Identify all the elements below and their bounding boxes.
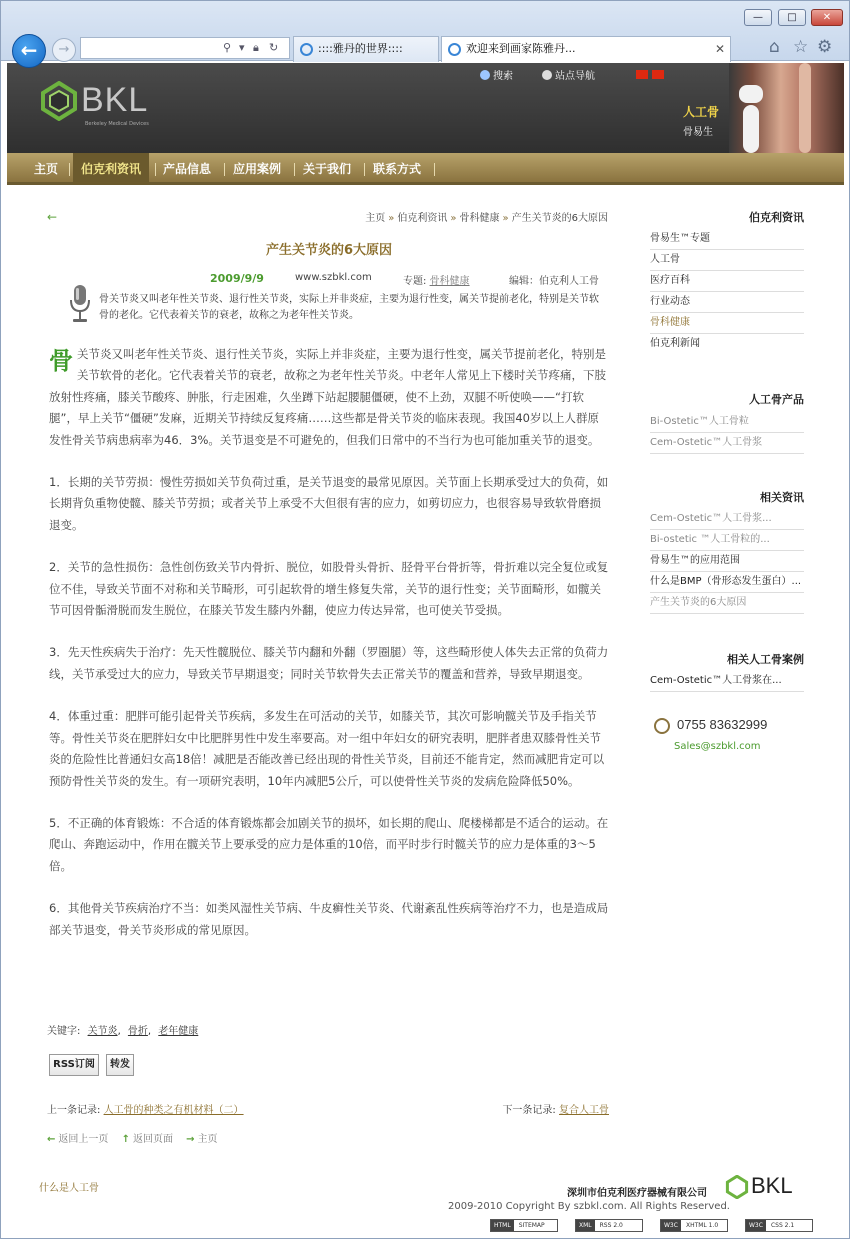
refresh-icon[interactable]: ↻ [269, 41, 279, 54]
footer-logo-mark-icon [725, 1175, 749, 1199]
next-record: 下一条记录: 复合人工骨 [502, 1105, 609, 1116]
microphone-icon [67, 284, 93, 324]
article-paragraph: 骨关节炎又叫老年性关节炎、退行性关节炎，实际上并非炎症，主要为退行性变，属关节提前老化，特别是关节软骨的老化。它代表着关节的衰老，故称之为老年性关节炎。中老年人常见上下楼时关节疼痛，下肢放射性疼痛，膝关节酸疼、肿胀，行走困难，久坐蹲下站起腰腿僵硬，使不上劲，双腿不听使唤——“打软腿”，早上关节“僵硬”发麻，近期关节持续反复疼痛……这些都是骨关节炎的临床表现。我国40岁以上人群原发性骨关节病患病率为46．3%。关节退变是不可避免的，但我们日常中的不当行为也可能加重关节的退变。 [49, 347, 606, 447]
main-nav [7, 153, 844, 185]
dropdown-icon[interactable]: ▾ [239, 41, 245, 54]
sidebar-news-list [650, 229, 804, 355]
previous-record: 上一条记录: 人工骨的种类之有机材料（二） [47, 1105, 244, 1116]
footer-copyright: 2009-2010 Copyright By szbkl.com. All Rights Reserved. [448, 1201, 730, 1212]
sidebar-item[interactable]: 产生关节炎的6大原因 [650, 593, 804, 614]
sitemap-badge[interactable]: HTML SITEMAP [490, 1219, 558, 1232]
sidebar-item[interactable]: 人工骨 [650, 250, 804, 271]
nav-about[interactable]: 关于我们 [303, 162, 352, 176]
sidebar-item[interactable]: Cem-Ostetic™人工骨浆 [650, 433, 804, 454]
bottom-nav-links [47, 1130, 228, 1145]
sidebar-item[interactable]: 行业动态 [650, 292, 804, 313]
logo-subtitle: Berkeley Medical Devices [85, 121, 149, 127]
hongkong-flag-icon[interactable] [652, 70, 664, 79]
keywords: 关键字: 关节炎, 骨折, 老年健康 [47, 1026, 199, 1037]
favorites-star-icon[interactable]: ☆ [793, 37, 809, 57]
sidebar-item[interactable]: Cem-Ostetic™人工骨浆在... [650, 671, 804, 692]
header-tag-artificial-bone: 人工骨 [683, 105, 720, 119]
sidebar-products-title: 人工骨产品 [749, 393, 804, 406]
article-summary: 骨关节炎又叫老年性关节炎、退行性关节炎，实际上并非炎症，主要为退行性变，属关节提前老化，特别是关节软骨的老化。它代表着关节的衰老，故称之为老年性关节炎。 [99, 294, 599, 321]
article-paragraph: 3．先天性疾病失于治疗：先天性髋脱位、膝关节内翻和外翻（罗圈腿）等，这些畸形使人体失去正常的负荷力线，关节承受过大的应力，导致关节早期退变；同时关节软骨失去正常关节的覆盖和营养，导致早期退变。 [49, 645, 609, 681]
china-flag-icon[interactable] [636, 70, 648, 79]
sidebar-item[interactable]: 什么是BMP（骨形态发生蛋白）... [650, 572, 804, 593]
article-topic: 专题: 骨科健康 [403, 276, 470, 287]
knee-joint-image [729, 63, 844, 153]
article-paragraph: 1．长期的关节劳损：慢性劳损如关节负荷过重，是关节退变的最常见原因。关节面上长期承受过大的负荷，如长期背负重物使髋、膝关节劳损；或者关节上承受不大但很有害的应力，如剪切应力，也很容易导致软骨磨损退变。 [49, 475, 609, 532]
article-area [37, 196, 621, 1156]
sidebar-related-list [650, 509, 804, 614]
sidebar-related-title: 相关资讯 [760, 491, 804, 504]
rss-badge[interactable]: XML RSS 2.0 [575, 1219, 643, 1232]
back-previous-link[interactable]: ← 返回上一页 [47, 1134, 109, 1145]
minimize-button[interactable]: — [744, 9, 772, 26]
nav-home[interactable]: 主页 [34, 162, 59, 176]
tab-label: ::::雅丹的世界:::: [318, 42, 403, 55]
sitemap-link[interactable]: 站点导航 [542, 67, 595, 82]
topic-link[interactable]: 骨科健康 [429, 276, 470, 287]
footer-company: 深圳市伯克利医疗器械有限公司 [567, 1188, 707, 1199]
previous-record-link[interactable]: 人工骨的种类之有机材料（二） [103, 1105, 244, 1116]
ie-icon [300, 43, 313, 56]
site-header [7, 63, 844, 153]
breadcrumb: 主页 » 伯克利资讯 » 骨科健康 » 产生关节炎的6大原因 [365, 213, 608, 224]
page-title: 产生关节炎的6大原因 [265, 243, 393, 258]
keyword-link[interactable]: 老年健康 [158, 1026, 199, 1037]
close-tab-icon[interactable]: ✕ [714, 42, 725, 56]
breadcrumb-news[interactable]: 伯克利资讯 [397, 213, 448, 224]
article-date: 2009/9/9 [210, 272, 264, 285]
article-editor: 编辑：伯克利人工骨 [509, 276, 599, 287]
drop-cap: 骨 [49, 347, 73, 375]
up-arrow-icon: ↑ [121, 1134, 130, 1145]
article-paragraph: 5．不正确的体育锻炼：不合适的体育锻炼都会加剧关节的损坏，如长期的爬山、爬楼梯都是不适合的运动。在爬山、奔跑运动中，作用在髋关节上要承受的应力是体重的10倍，而平时步行时髋关节的应力是体重的3～5倍。 [49, 815, 609, 873]
back-page-link[interactable]: ↑ 返回页面 [121, 1134, 173, 1145]
next-record-link[interactable]: 复合人工骨 [559, 1105, 609, 1116]
left-arrow-icon: ← [47, 1134, 56, 1145]
nav-news[interactable]: 伯克利资讯 [73, 153, 149, 185]
sidebar-item[interactable]: Bi-ostetic ™人工骨粒的... [650, 530, 804, 551]
xhtml-badge[interactable]: W3C XHTML 1.0 [660, 1219, 728, 1232]
breadcrumb-home[interactable]: 主页 [365, 213, 386, 224]
article-body [49, 344, 609, 962]
phone-icon [654, 718, 670, 734]
share-button[interactable]: 转发 [106, 1054, 134, 1076]
article-paragraph: 4．体重过重：肥胖可能引起骨关节疾病，多发生在可活动的关节，如膝关节，其次可影响髋关节及手指关节等。骨性关节炎在肥胖妇女中比肥胖男性中发生率要高。对一组中年妇女的研究表明，肥胖者患双膝骨性关节炎的危险性比普通妇女高18倍！减肥是否能改善已经出现的骨性关节炎，目前还不能肯定，然而减肥肯定可以预防骨性关节炎的发生。有一项研究表明，10年内减肥5公斤，可以使骨性关节炎的发病危险降低50%。 [49, 709, 605, 788]
contact-email[interactable]: Sales@szbkl.com [674, 741, 761, 752]
article-paragraph: 6．其他骨关节疾病治疗不当：如类风湿性关节病、牛皮癣性关节炎、代谢紊乱性疾病等治疗不力，也是造成局部关节退变，骨关节炎形成的常见原因。 [49, 901, 609, 937]
forward-arrow-icon[interactable]: → [52, 38, 76, 62]
sidebar-item[interactable]: 伯克利新闻 [650, 338, 700, 349]
sidebar-item[interactable]: 骨易生™的应用范围 [650, 551, 804, 572]
sitemap-icon [542, 70, 552, 80]
address-bar[interactable] [80, 37, 290, 59]
browser-tab[interactable] [293, 36, 439, 62]
gear-icon[interactable]: ⚙ [817, 37, 833, 57]
header-tag-product: 骨易生 [683, 127, 713, 138]
rss-subscribe-button[interactable]: RSS订阅 [49, 1054, 99, 1076]
contact-phone: 0755 83632999 [677, 717, 768, 732]
logo-text: BKL [81, 81, 149, 119]
nav-products[interactable]: 产品信息 [163, 162, 212, 176]
sidebar-item[interactable]: Bi-Ostetic™人工骨粒 [650, 412, 804, 433]
keyword-link[interactable]: 骨折 [127, 1026, 148, 1037]
nav-cases[interactable]: 应用案例 [233, 162, 282, 176]
browser-tab-active[interactable] [441, 36, 731, 62]
sidebar-item[interactable]: Cem-Ostetic™人工骨浆... [650, 509, 804, 530]
sidebar-cases-list [650, 671, 804, 692]
footer-logo: BKL [725, 1173, 805, 1203]
keyword-link[interactable]: 关节炎 [87, 1026, 118, 1037]
breadcrumb-current: 产生关节炎的6大原因 [511, 213, 608, 224]
footer-link[interactable]: 什么是人工骨 [39, 1183, 99, 1194]
ie-icon [448, 43, 461, 56]
search-globe-icon [480, 70, 490, 80]
back-arrow-icon[interactable]: ← [12, 34, 46, 68]
sidebar-item[interactable]: 骨易生™专题 [650, 229, 804, 250]
home-link[interactable]: → 主页 [186, 1134, 218, 1145]
right-arrow-icon: → [186, 1134, 195, 1145]
search-icon[interactable]: ⚲ [223, 41, 232, 54]
maximize-button[interactable]: □ [778, 9, 806, 26]
tab-label: 欢迎来到画家陈雅丹... [466, 42, 576, 55]
sidebar-products-list [650, 412, 804, 454]
lock-icon: 🔒︎ [253, 41, 259, 54]
nav-contact[interactable]: 联系方式 [373, 162, 422, 176]
article-paragraph: 2．关节的急性损伤：急性创伤致关节内骨折、脱位，如股骨头骨折、胫骨平台骨折等，骨折难以完全复位或复位不佳，导致关节面不对称和关节畸形，可引起软骨的增生修复失常，关节的退行性变；关节面畸形，如髋关节可因骨骺滑脱而发生脱位，在膝关节发生膝内外翻，使应力传达异常，也可使关节受损。 [49, 560, 609, 618]
sidebar-item[interactable]: 医疗百科 [650, 271, 804, 292]
browser-toolbar [1, 1, 849, 61]
sidebar-cases-title: 相关人工骨案例 [727, 653, 804, 666]
sidebar-item-active[interactable]: 骨科健康 [650, 313, 804, 334]
css-badge[interactable]: W3C CSS 2.1 [745, 1219, 813, 1232]
logo-mark-icon [39, 81, 79, 121]
search-link[interactable]: 搜索 [480, 67, 513, 82]
back-arrow-icon[interactable]: ← [47, 210, 58, 224]
article-source: www.szbkl.com [295, 272, 372, 283]
close-window-button[interactable]: ✕ [811, 9, 843, 26]
home-icon[interactable]: ⌂ [769, 37, 780, 57]
sidebar-news-title: 伯克利资讯 [749, 211, 804, 224]
breadcrumb-bone-health[interactable]: 骨科健康 [459, 213, 500, 224]
